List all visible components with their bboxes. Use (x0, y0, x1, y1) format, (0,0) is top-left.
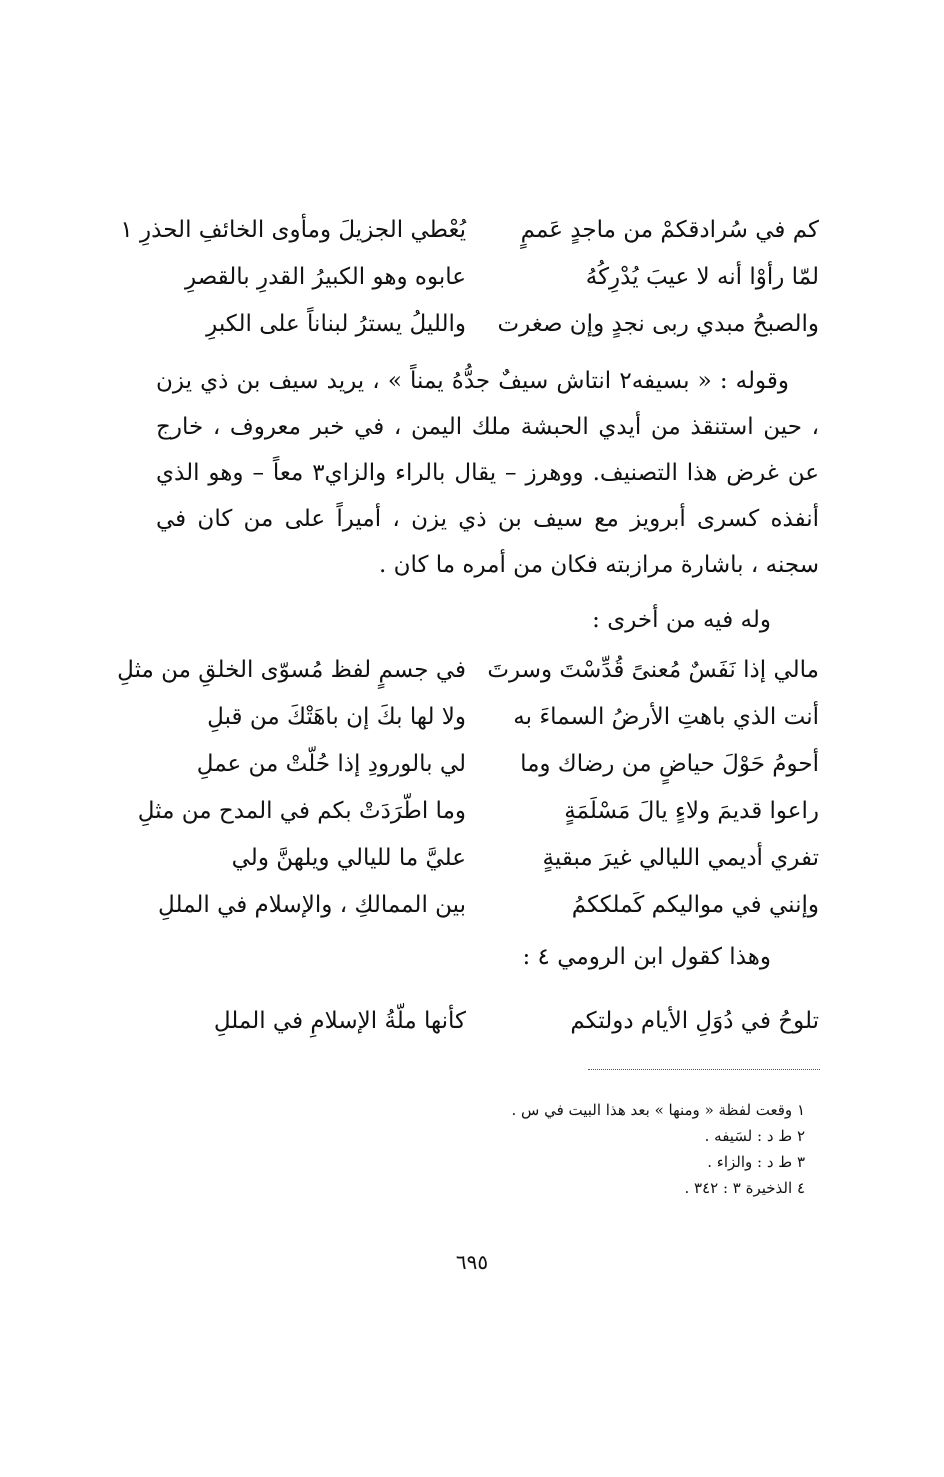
verse-first-hemistich: أحومُ حَوْلَ حياضٍ من رضاك وما (520, 750, 819, 777)
footnotes (156, 1097, 819, 1201)
verse-first-hemistich: لمّا رأوْا أنه لا عيبَ يُدْرِكُهُ (585, 263, 819, 290)
footnote: ٤ الذخيرة ٣ : ٣٤٢ . (684, 1179, 805, 1197)
verse-first-hemistich: أنت الذي باهتِ الأرضُ السماءَ به (513, 703, 819, 730)
paragraph-text: وقوله : « بسيفه٢ انتاش سيفٌ جدُّهُ يمناً » ، يريد سيف بن ذي يزن ، حين استنقذ من أيدي الحبشة ملك اليمن ، في خبر معروف ، خارج عن غرض هذا التصنيف. ووهرز – يقال بالراء والزاي٣ معاً – وهو الذي أنفذه كسرى أبرويز مع سيف بن ذي يزن ، أميراً على من كان في سجنه ، باشارة مرازبته فكان من أمره ما كان . (156, 368, 820, 578)
verse-first-hemistich: كم في سُرادقكمْ من ماجدٍ عَممٍ (520, 216, 819, 243)
verse-line (156, 253, 819, 300)
footnote-divider (588, 1069, 820, 1070)
verse-second-hemistich: عابوه وهو الكبيرُ القدرِ بالقصرِ (185, 263, 466, 290)
footnote: ١ وقعت لفظة « ومنها » بعد هذا البيت في س . (511, 1101, 805, 1119)
verse-line (120, 206, 819, 253)
prose-paragraph (156, 358, 819, 588)
verse-line (117, 646, 819, 693)
verse-line (156, 881, 819, 928)
verse-line (156, 997, 819, 1044)
verse-first-hemistich: تفري أديمي الليالي غيرَ مبقيةٍ (542, 844, 819, 871)
verse-second-hemistich: لي بالورودِ إذا حُلّتْ من عملِ (196, 750, 466, 777)
poem-intro-2: وله فيه من أخرى : (592, 607, 771, 633)
verse-line (156, 693, 819, 740)
verse-second-hemistich: بين الممالكِ ، والإسلام في المللِ (158, 891, 466, 918)
verse-first-hemistich: مالي إذا نَفَسٌ مُعنىً قُدِّسْتَ وسرتَ (487, 656, 819, 683)
poem-block-1 (120, 206, 819, 347)
poem-block-3 (156, 997, 819, 1044)
verse-second-hemistich: يُعْطي الجزيلَ ومأوى الخائفِ الحذرِ ١ (120, 216, 466, 243)
footnote: ٢ ط د : لسَيفه . (704, 1127, 805, 1145)
verse-line (156, 740, 819, 787)
footnote: ٣ ط د : والزاء . (707, 1153, 805, 1171)
verse-line (156, 300, 819, 347)
verse-second-hemistich: وما اطّرَدَتْ بكم في المدح من مثلِ (137, 797, 466, 824)
verse-second-hemistich: كأنها ملّةُ الإسلامِ في المللِ (213, 1007, 466, 1034)
poem-block-2 (117, 646, 819, 928)
verse-first-hemistich: وإنني في مواليكم كَملككمُ (571, 891, 819, 918)
verse-first-hemistich: راعوا قديمَ ولاءٍ يالَ مَسْلَمَةٍ (564, 797, 819, 824)
verse-first-hemistich: تلوحُ في دُوَلِ الأيام دولتكم (570, 1007, 819, 1034)
verse-second-hemistich: في جسمٍ لفظ مُسوّى الخلقِ من مثلِ (117, 656, 466, 683)
verse-line (156, 834, 819, 881)
page-number: ٦٩٥ (455, 1250, 489, 1274)
verse-first-hemistich: والصبحُ مبدي ربى نجدٍ وإن صغرت (497, 310, 819, 337)
verse-line (137, 787, 819, 834)
poem-intro-3: وهذا كقول ابن الرومي ٤ : (522, 944, 771, 970)
verse-second-hemistich: والليلُ يسترُ لبناناً على الكبرِ (206, 310, 466, 337)
verse-second-hemistich: ولا لها بكَ إن باهَتْكَ من قبلِ (207, 703, 466, 730)
verse-second-hemistich: عليَّ ما لليالي ويلهنَّ ولي (231, 844, 466, 871)
